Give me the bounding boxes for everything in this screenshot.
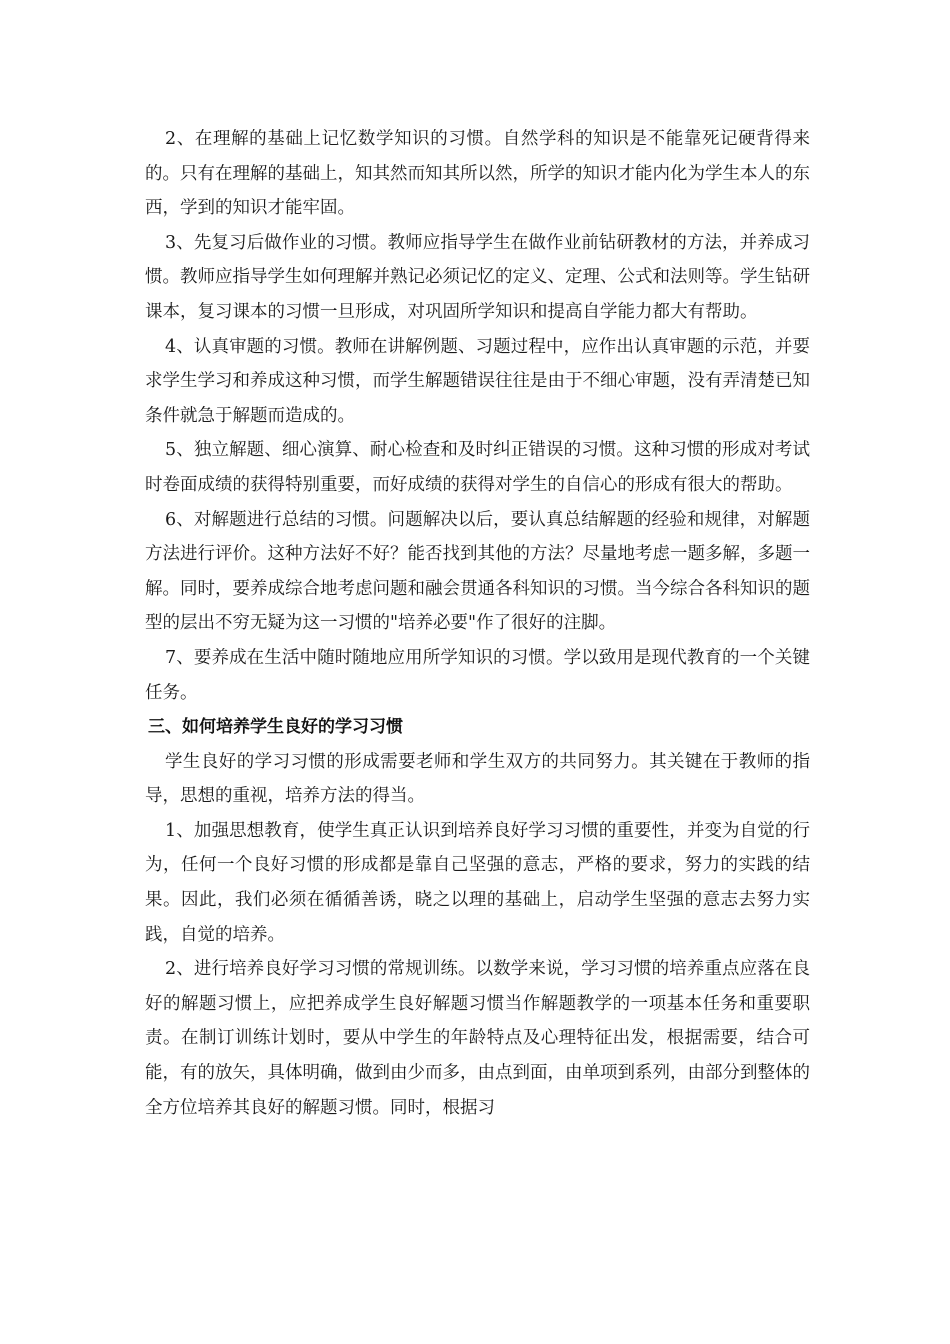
paragraph-habit-3: 3、先复习后做作业的习惯。教师应指导学生在做作业前钻研教材的方法，并养成习惯。教师应指导学生如何理解并熟记必须记忆的定义、定理、公式和法则等。学生钻研课本，复习课本的习惯一旦形成，对巩固所学知识和提高自学能力都大有帮助。 — [145, 232, 810, 322]
paragraph-intro: 学生良好的学习习惯的形成需要老师和学生双方的共同努力。其关键在于教师的指导，思想的重视，培养方法的得当。 — [145, 751, 810, 807]
paragraph-habit-6: 6、对解题进行总结的习惯。问题解决以后，要认真总结解题的经验和规律，对解题方法进行评价。这种方法好不好？能否找到其他的方法？尽量地考虑一题多解，多题一解。同时，要养成综合地考虑问题和融会贯通各科知识的习惯。当今综合各科知识的题型的层出不穷无疑为这一习惯的"培养必要"作了很好的注脚。 — [145, 509, 810, 634]
section-heading: 三、如何培养学生良好的学习习惯 — [148, 717, 403, 738]
paragraph-method-1: 1、加强思想教育，使学生真正认识到培养良好学习习惯的重要性，并变为自觉的行为，任何一个良好习惯的形成都是靠自己坚强的意志，严格的要求，努力的实践的结果。因此，我们必须在循循善诱，晓之以理的基础上，启动学生坚强的意志去努力实践，自觉的培养。 — [145, 820, 810, 945]
paragraph-habit-2: 2、在理解的基础上记忆数学知识的习惯。自然学科的知识是不能靠死记硬背得来的。只有在理解的基础上，知其然而知其所以然，所学的知识才能内化为学生本人的东西，学到的知识才能牢固。 — [145, 129, 810, 219]
paragraph-habit-4: 4、认真审题的习惯。教师在讲解例题、习题过程中，应作出认真审题的示范，并要求学生学习和养成这种习惯，而学生解题错误往往是由于不细心审题，没有弄清楚已知条件就急于解题而造成的。 — [145, 336, 810, 426]
paragraph-habit-7: 7、要养成在生活中随时随地应用所学知识的习惯。学以致用是现代教育的一个关键任务。 — [145, 647, 810, 703]
document-body — [145, 122, 810, 1125]
paragraph-habit-5: 5、独立解题、细心演算、耐心检查和及时纠正错误的习惯。这种习惯的形成对考试时卷面成绩的获得特别重要，而好成绩的获得对学生的自信心的形成有很大的帮助。 — [145, 440, 810, 495]
paragraph-method-2: 2、进行培养良好学习习惯的常规训练。以数学来说，学习习惯的培养重点应落在良好的解题习惯上，应把养成学生良好解题习惯当作解题教学的一项基本任务和重要职责。在制订训练计划时，要从中学生的年龄特点及心理特征出发，根据需要，结合可能，有的放矢，具体明确，做到由少而多，由点到面，由单项到系列，由部分到整体的全方位培养其良好的解题习惯。同时，根据习 — [145, 959, 810, 1118]
